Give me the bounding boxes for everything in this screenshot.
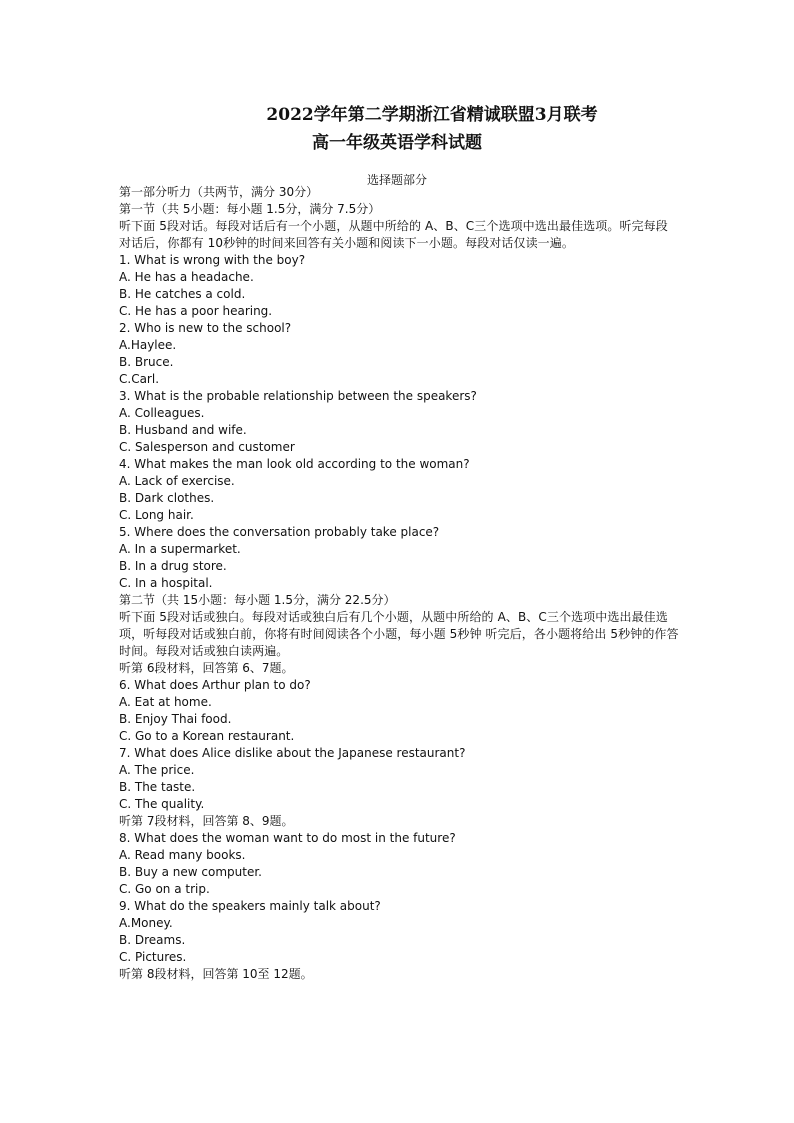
section1-instructions: 听下面 5段对话。每段对话后有一个小题，从题中所给的 A、B、C三个选项中选出最佳选项。听完每段对话后，你都有 10秒钟的时间来回答有关小题和阅读下一小题。每段对话仅读一遍。: [119, 219, 668, 250]
question-block: [119, 456, 679, 524]
question-text: 5. Where does the conversation probably take place?: [119, 525, 440, 539]
answer-option: A. In a supermarket.: [119, 542, 241, 556]
question-text: 6. What does Arthur plan to do?: [119, 678, 311, 692]
answer-option: A. Lack of exercise.: [119, 474, 235, 488]
question-text: 3. What is the probable relationship between the speakers?: [119, 389, 477, 403]
answer-option: B. Husband and wife.: [119, 423, 247, 437]
answer-option: A. Read many books.: [119, 848, 246, 862]
answer-option: A. He has a headache.: [119, 270, 254, 284]
question-block: [119, 898, 679, 966]
answer-option: C. Pictures.: [119, 950, 187, 964]
question-text: 7. What does Alice dislike about the Japanese restaurant?: [119, 746, 466, 760]
question-text: 8. What does the woman want to do most in the future?: [119, 831, 456, 845]
answer-option: C. Long hair.: [119, 508, 194, 522]
section2-heading: 第二节（共 15小题：每小题 1.5分，满分 22.5分）: [119, 593, 396, 607]
material-6-heading: 听第 6段材料，回答第 6、7题。: [119, 661, 294, 675]
answer-option: B. He catches a cold.: [119, 287, 246, 301]
section-label: 选择题部分: [366, 173, 427, 187]
answer-option: B. Dark clothes.: [119, 491, 215, 505]
answer-option: C. The quality.: [119, 797, 205, 811]
answer-option: A.Haylee.: [119, 338, 177, 352]
answer-option: B. Enjoy Thai food.: [119, 712, 232, 726]
question-block: [119, 252, 679, 320]
question-block: [119, 524, 679, 592]
question-text: 9. What do the speakers mainly talk about?: [119, 899, 381, 913]
answer-option: B. The taste.: [119, 780, 196, 794]
question-block: [119, 830, 679, 898]
material-8-heading: 听第 8段材料，回答第 10至 12题。: [119, 967, 313, 981]
answer-option: C. In a hospital.: [119, 576, 213, 590]
question-text: 2. Who is new to the school?: [119, 321, 292, 335]
answer-option: B. Bruce.: [119, 355, 174, 369]
part1-heading: 第一部分听力（共两节，满分 30分）: [119, 185, 319, 199]
question-text: 1. What is wrong with the boy?: [119, 253, 306, 267]
answer-option: C. Go to a Korean restaurant.: [119, 729, 295, 743]
section2-instructions: 听下面 5段对话或独白。每段对话或独白后有几个小题，从题中所给的 A、B、C三个选项中选出最佳选项，听每段对话或独白前，你将有时间阅读各个小题，每小题 5秒钟 听完后，各小题将给出 5秒钟的作答时间。每段对话或独白读两遍。: [119, 610, 679, 658]
answer-option: A.Money.: [119, 916, 173, 930]
question-block: [119, 320, 679, 388]
question-block: [119, 745, 679, 813]
question-text: 4. What makes the man look old according to the woman?: [119, 457, 470, 471]
answer-option: C. He has a poor hearing.: [119, 304, 273, 318]
answer-option: C. Salesperson and customer: [119, 440, 295, 454]
answer-option: C. Go on a trip.: [119, 882, 210, 896]
answer-option: A. Colleagues.: [119, 406, 205, 420]
exam-title: 2022学年第二学期浙江省精诚联盟3月联考: [266, 105, 598, 125]
answer-option: C.Carl.: [119, 372, 160, 386]
material-7-heading: 听第 7段材料，回答第 8、9题。: [119, 814, 294, 828]
exam-subtitle: 高一年级英语学科试题: [312, 133, 482, 153]
answer-option: A. Eat at home.: [119, 695, 212, 709]
answer-option: A. The price.: [119, 763, 195, 777]
exam-content: [119, 184, 679, 983]
question-block: [119, 388, 679, 456]
question-block: [119, 677, 679, 745]
answer-option: B. In a drug store.: [119, 559, 227, 573]
section1-heading: 第一节（共 5小题：每小题 1.5分，满分 7.5分）: [119, 202, 381, 216]
answer-option: B. Buy a new computer.: [119, 865, 262, 879]
answer-option: B. Dreams.: [119, 933, 186, 947]
